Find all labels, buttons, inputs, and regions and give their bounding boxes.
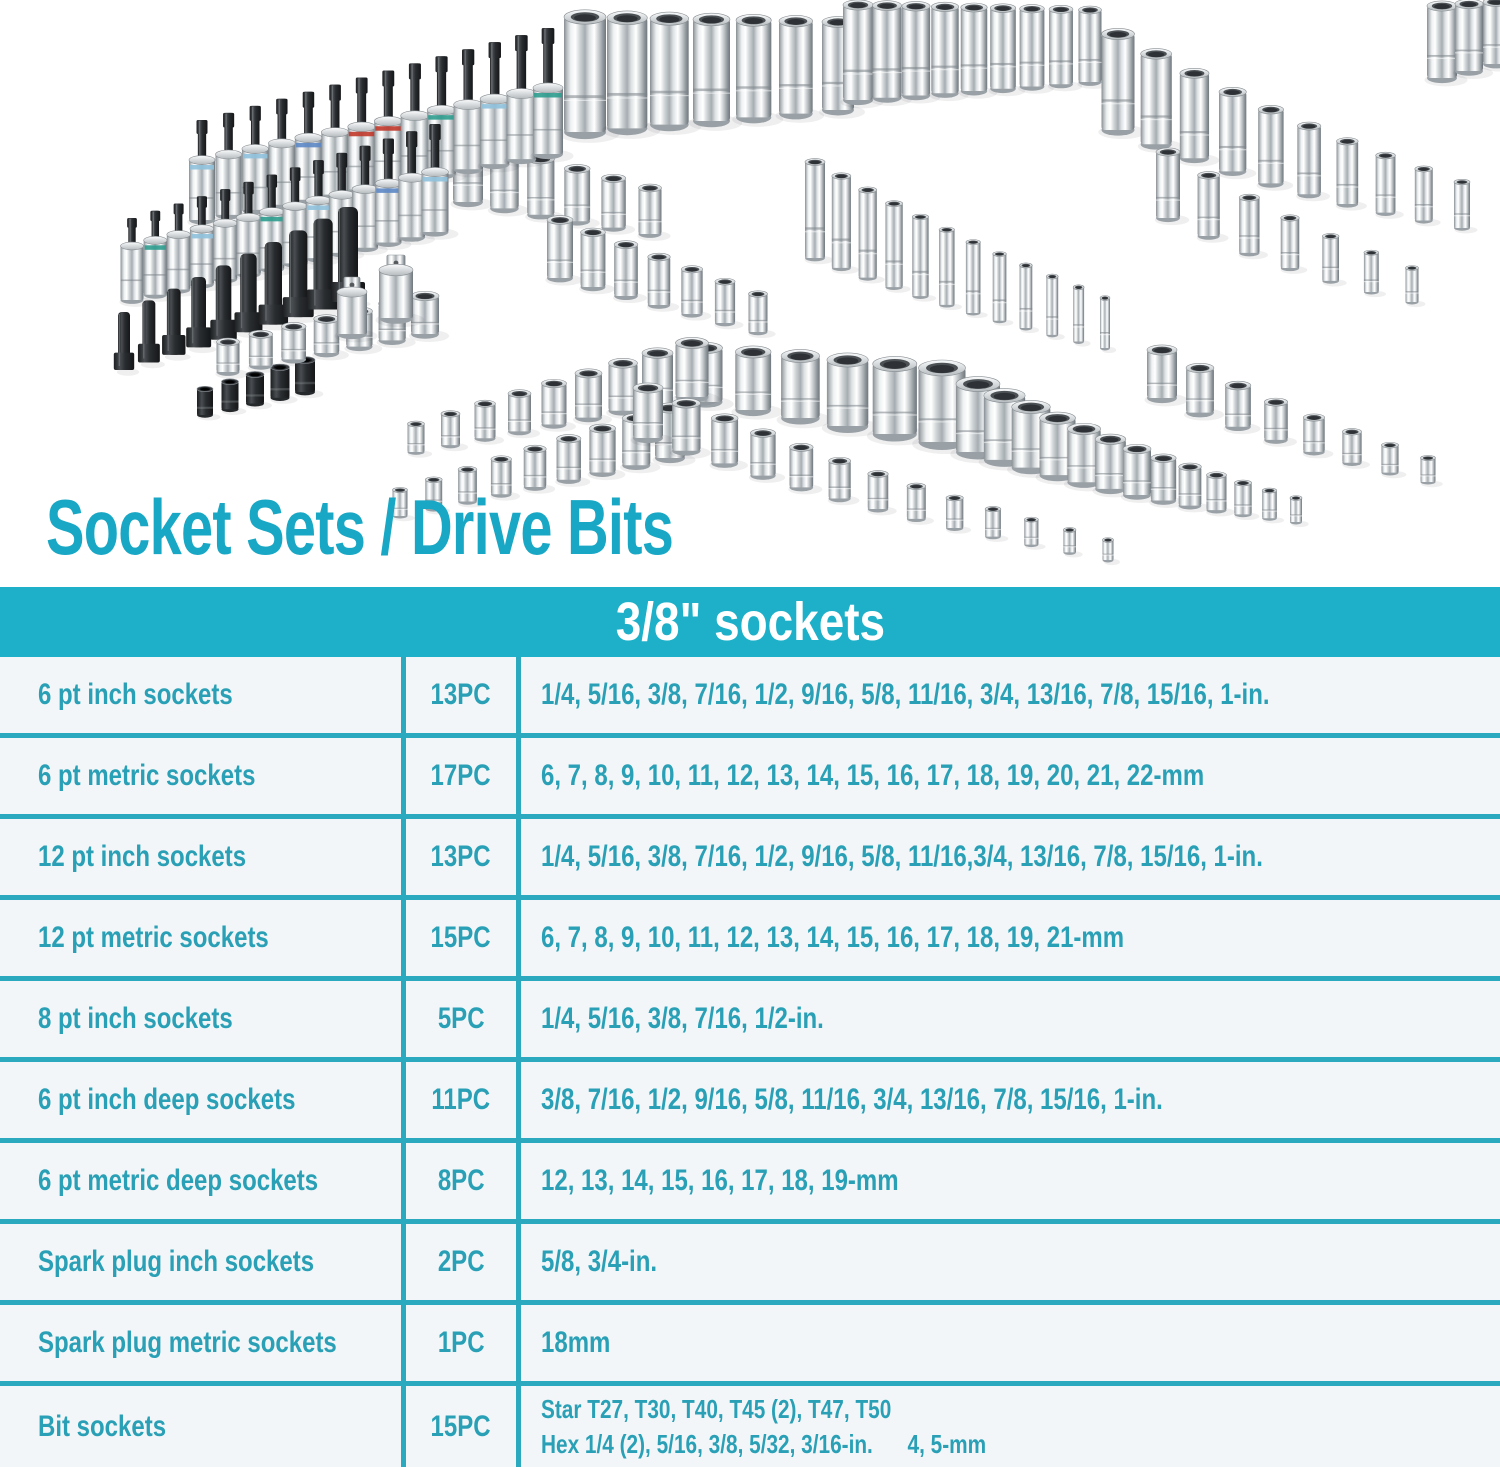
socket-type-label: 12 pt metric sockets <box>38 921 269 954</box>
socket-sizes: 1/4, 5/16, 3/8, 7/16, 1/2, 9/16, 5/8, 11/16, 3/4, 13/16, 7/8, 15/16, 1-in. <box>541 678 1270 711</box>
socket-type-label: Spark plug inch sockets <box>38 1245 315 1278</box>
socket-sizes-cell <box>521 900 1500 976</box>
socket-type-cell <box>0 1386 406 1467</box>
socket-sizes: 12, 13, 14, 15, 16, 17, 18, 19-mm <box>541 1164 899 1197</box>
piece-count: 2PC <box>437 1245 485 1278</box>
socket-type-cell <box>0 1224 406 1300</box>
socket-sizes: 6, 7, 8, 9, 10, 11, 12, 13, 14, 15, 16, 17, 18, 19, 20, 21, 22-mm <box>541 759 1205 792</box>
socket-type-label: Bit sockets <box>38 1409 167 1443</box>
table-rows <box>0 657 1500 1467</box>
piece-count: 5PC <box>437 1002 485 1035</box>
table-header-label: 3/8" sockets <box>615 592 885 652</box>
socket-sizes: 6, 7, 8, 9, 10, 11, 12, 13, 14, 15, 16, 17, 18, 19, 21-mm <box>541 921 1125 954</box>
socket-sizes: 1/4, 5/16, 3/8, 7/16, 1/2-in. <box>541 1002 824 1035</box>
socket-type-label: 6 pt metric deep sockets <box>38 1164 319 1197</box>
socket-type-label: Spark plug metric sockets <box>38 1326 337 1359</box>
page-title: Socket Sets / Drive Bits <box>46 483 674 571</box>
socket-type-cell <box>0 1143 406 1219</box>
socket-sizes-cell <box>521 1062 1500 1138</box>
table-row <box>0 1381 1500 1467</box>
piece-count: 15PC <box>430 1409 492 1443</box>
socket-sizes-line2: Hex 1/4 (2), 5/16, 3/8, 5/32, 3/16-in. 4, 5-mm <box>541 1428 987 1459</box>
table-row <box>0 733 1500 814</box>
socket-type-cell <box>0 1305 406 1381</box>
socket-sizes-cell <box>521 981 1500 1057</box>
socket-sizes-cell <box>521 1143 1500 1219</box>
table-row <box>0 976 1500 1057</box>
piece-count: 17PC <box>430 759 492 792</box>
table-row <box>0 1219 1500 1300</box>
piece-count-cell <box>406 738 521 814</box>
piece-count-cell <box>406 819 521 895</box>
socket-sizes: 5/8, 3/4-in. <box>541 1245 658 1278</box>
socket-type-label: 12 pt inch sockets <box>38 840 247 873</box>
socket-type-cell <box>0 819 406 895</box>
piece-count: 11PC <box>431 1083 491 1116</box>
piece-count-cell <box>406 1143 521 1219</box>
piece-count: 15PC <box>430 921 492 954</box>
socket-type-cell <box>0 657 406 733</box>
piece-count-cell <box>406 657 521 733</box>
socket-type-label: 8 pt inch sockets <box>38 1002 233 1035</box>
piece-count-cell <box>406 1062 521 1138</box>
table-row <box>0 1300 1500 1381</box>
piece-count: 1PC <box>437 1326 485 1359</box>
piece-count: 13PC <box>430 840 492 873</box>
socket-type-cell <box>0 738 406 814</box>
socket-sizes: 18mm <box>541 1326 611 1359</box>
socket-type-cell <box>0 981 406 1057</box>
socket-type-cell <box>0 900 406 976</box>
table-row <box>0 657 1500 733</box>
table-row <box>0 1057 1500 1138</box>
socket-type-label: 6 pt metric sockets <box>38 759 256 792</box>
socket-type-label: 6 pt inch sockets <box>38 678 233 711</box>
table-row <box>0 1138 1500 1219</box>
table-row <box>0 814 1500 895</box>
socket-sizes: 3/8, 7/16, 1/2, 9/16, 5/8, 11/16, 3/4, 13/16, 7/8, 15/16, 1-in. <box>541 1083 1163 1116</box>
socket-sizes: 1/4, 5/16, 3/8, 7/16, 1/2, 9/16, 5/8, 11/16,3/4, 13/16, 7/8, 15/16, 1-in. <box>541 840 1263 873</box>
piece-count-cell <box>406 900 521 976</box>
socket-sizes-cell <box>521 1386 1500 1467</box>
socket-type-label: 6 pt inch deep sockets <box>38 1083 296 1116</box>
piece-count: 13PC <box>430 678 492 711</box>
socket-sizes: Star T27, T30, T40, T45 (2), T47, T50 <box>541 1394 892 1425</box>
piece-count-cell <box>406 1386 521 1467</box>
socket-sizes-cell <box>521 1305 1500 1381</box>
socket-sizes-cell <box>521 1224 1500 1300</box>
piece-count-cell <box>406 981 521 1057</box>
piece-count-cell <box>406 1224 521 1300</box>
piece-count: 8PC <box>437 1164 485 1197</box>
piece-count-cell <box>406 1305 521 1381</box>
socket-sizes-cell <box>521 738 1500 814</box>
table-header-band <box>0 587 1500 657</box>
socket-sizes-cell <box>521 657 1500 733</box>
socket-spec-table <box>0 587 1500 1467</box>
socket-sizes-cell <box>521 819 1500 895</box>
socket-type-cell <box>0 1062 406 1138</box>
table-row <box>0 895 1500 976</box>
